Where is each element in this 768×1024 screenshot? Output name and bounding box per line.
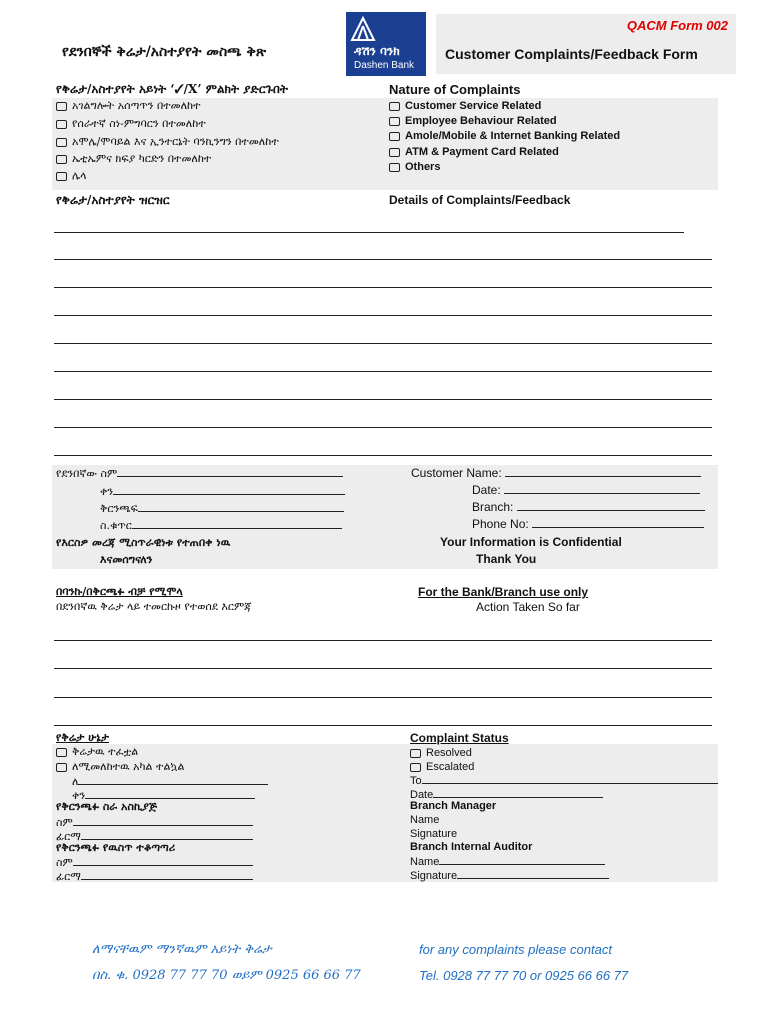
status-date-am[interactable]: ቀን xyxy=(72,788,255,803)
phone-en[interactable]: Phone No: xyxy=(472,517,704,531)
details-line[interactable] xyxy=(54,259,712,260)
phone-en-field[interactable] xyxy=(532,517,704,528)
phone-am[interactable]: ስ.ቁጥር xyxy=(100,518,342,533)
action-line[interactable] xyxy=(54,697,712,698)
customer-name-en[interactable]: Customer Name: xyxy=(411,466,701,480)
checkbox-icon[interactable] xyxy=(389,132,400,141)
manager-sign-en: Signature xyxy=(410,828,458,840)
status-date-en[interactable]: Date xyxy=(410,787,603,802)
logo-text-amharic: ዳሽን ባንክ xyxy=(354,44,400,58)
status-heading-am: የቅሬታ ሁኔታ xyxy=(56,731,109,744)
details-line[interactable] xyxy=(54,315,712,316)
form-title-amharic: የደንበኞች ቅሬታ/አስተያየት መስጫ ቅጽ xyxy=(62,44,267,60)
date-am[interactable]: ቀን xyxy=(100,484,345,499)
footer-contact-am: ለማናቸዉም ማንኛዉም አይነት ቅሬታ xyxy=(92,942,272,957)
nature-option-am-1[interactable]: አገልግሎት አሰጣጥን በተመለከተ xyxy=(56,99,201,113)
phone-am-field[interactable] xyxy=(132,518,342,529)
customer-name-en-field[interactable] xyxy=(505,466,701,477)
checkbox-icon[interactable] xyxy=(56,155,67,164)
footer-phones-en: Tel. 0928 77 77 70 or 0925 66 66 77 xyxy=(419,968,629,983)
checkbox-icon[interactable] xyxy=(410,763,421,772)
manager-sign-am-field[interactable] xyxy=(81,829,253,840)
internal-auditor-am: የቅርንጫፉ የዉስጥ ተቆጣጣሪ xyxy=(56,841,176,854)
branch-manager-am: የቅርንጫፉ ስራ አስኪያጅ xyxy=(56,800,158,813)
nature-option-en-4[interactable]: ATM & Payment Card Related xyxy=(389,145,559,159)
action-line[interactable] xyxy=(54,668,712,669)
logo-text-english: Dashen Bank xyxy=(354,60,415,71)
checkbox-icon[interactable] xyxy=(56,138,67,147)
auditor-name-am[interactable]: ስም xyxy=(56,855,253,870)
action-line[interactable] xyxy=(54,640,712,641)
checkbox-icon[interactable] xyxy=(410,749,421,758)
manager-name-am-field[interactable] xyxy=(73,815,253,826)
details-line[interactable] xyxy=(54,343,712,344)
internal-auditor-en: Branch Internal Auditor xyxy=(410,841,533,853)
footer-phones-am: በስ. ቁ. 0928 77 77 70 ወይም 0925 66 66 77 xyxy=(92,968,361,983)
manager-name-am[interactable]: ስም xyxy=(56,815,253,830)
checkbox-icon[interactable] xyxy=(56,748,67,757)
action-line[interactable] xyxy=(54,725,712,726)
dashen-bank-logo xyxy=(346,12,426,76)
branch-manager-en: Branch Manager xyxy=(410,800,497,812)
status-escalated-en[interactable]: Escalated xyxy=(410,760,474,774)
nature-option-en-2[interactable]: Employee Behaviour Related xyxy=(389,114,557,128)
checkbox-icon[interactable] xyxy=(389,117,400,126)
checkbox-icon[interactable] xyxy=(389,148,400,157)
status-date-en-field[interactable] xyxy=(433,787,603,798)
status-to-en[interactable]: To xyxy=(410,773,718,788)
status-resolved-am[interactable]: ቅሬታዉ ተፈቷል xyxy=(56,745,138,759)
confidential-note-am-2: እናመሰግናለን xyxy=(100,553,153,566)
checkbox-icon[interactable] xyxy=(56,102,67,111)
details-line[interactable] xyxy=(54,232,684,233)
status-to-am[interactable]: ለ xyxy=(72,774,268,789)
footer-contact-en: for any complaints please contact xyxy=(419,942,612,957)
status-resolved-en[interactable]: Resolved xyxy=(410,746,472,760)
details-line[interactable] xyxy=(54,427,712,428)
auditor-sign-am-field[interactable] xyxy=(81,869,253,880)
details-heading-amharic: የቅሬታ/አስተያየት ዝርዝር xyxy=(56,193,170,207)
confidential-note-en-1: Your Information is Confidential xyxy=(440,535,622,549)
nature-option-am-3[interactable]: አሞሌ/ሞባይል እና ኢንተርኔት ባንኪንግን በተመለከተ xyxy=(56,135,279,149)
auditor-sign-am[interactable]: ፊርማ xyxy=(56,869,253,884)
nature-option-en-5[interactable]: Others xyxy=(389,160,440,174)
checkbox-icon[interactable] xyxy=(56,763,67,772)
status-to-en-field[interactable] xyxy=(422,773,718,784)
confidential-note-am-1: የእርስዎ መረጃ ሚስጥራዊነቱ የተጠበቀ ነዉ xyxy=(56,536,231,549)
auditor-sign-en-field[interactable] xyxy=(457,868,609,879)
checkbox-icon[interactable] xyxy=(389,102,400,111)
manager-sign-am[interactable]: ፊርማ xyxy=(56,829,253,844)
details-line[interactable] xyxy=(54,287,712,288)
branch-en[interactable]: Branch: xyxy=(472,500,705,514)
details-heading-english: Details of Complaints/Feedback xyxy=(389,193,571,207)
branch-am-field[interactable] xyxy=(138,501,344,512)
branch-am[interactable]: ቅርንጫፍ xyxy=(100,501,344,516)
date-en[interactable]: Date: xyxy=(472,483,700,497)
branch-en-field[interactable] xyxy=(517,500,705,511)
details-line[interactable] xyxy=(54,371,712,372)
nature-option-am-2[interactable]: የሰራተኛ ስነ-ምግባርን በተመለከተ xyxy=(56,117,206,131)
auditor-name-en-field[interactable] xyxy=(439,854,605,865)
nature-option-en-3[interactable]: Amole/Mobile & Internet Banking Related xyxy=(389,129,620,143)
status-to-am-field[interactable] xyxy=(78,774,268,785)
checkbox-icon[interactable] xyxy=(56,120,67,129)
form-title-english: Customer Complaints/Feedback Form xyxy=(445,46,698,62)
nature-heading-english: Nature of Complaints xyxy=(389,82,521,97)
status-date-am-field[interactable] xyxy=(85,788,255,799)
nature-heading-amharic: የቅሬታ/አስተያየት አይነት ‘✓/X’ ምልክት ያድርጉበት xyxy=(56,82,288,96)
auditor-name-en[interactable]: Name xyxy=(410,854,605,869)
nature-option-am-5[interactable]: ሌላ xyxy=(56,169,87,183)
auditor-name-am-field[interactable] xyxy=(73,855,253,866)
customer-name-am[interactable]: የደንበኛው ስም xyxy=(56,466,343,481)
nature-option-am-4[interactable]: ኤቲኤምና ክፍያ ካርድን በተመለከተ xyxy=(56,152,211,166)
checkbox-icon[interactable] xyxy=(56,172,67,181)
bank-use-heading-en: For the Bank/Branch use only xyxy=(418,585,589,599)
customer-name-am-field[interactable] xyxy=(117,466,343,477)
manager-name-en: Name xyxy=(410,814,440,826)
form-code: QACM Form 002 xyxy=(626,18,728,33)
auditor-sign-en[interactable]: Signature xyxy=(410,868,609,883)
details-line[interactable] xyxy=(54,455,712,456)
bank-use-heading-am: በባንኩ/በቅርጫፉ ብቻ የሚሞላ xyxy=(56,585,183,598)
status-heading-en: Complaint Status xyxy=(410,731,509,745)
confidential-note-en-2: Thank You xyxy=(476,552,537,566)
date-en-field[interactable] xyxy=(504,483,700,494)
nature-option-en-1[interactable]: Customer Service Related xyxy=(389,99,541,113)
checkbox-icon[interactable] xyxy=(389,163,400,172)
action-taken-en: Action Taken So far xyxy=(476,600,580,614)
date-am-field[interactable] xyxy=(113,484,345,495)
details-line[interactable] xyxy=(54,399,712,400)
action-taken-am: በደንበኛዉ ቅሬታ ላይ ተመርኩዞ የተወሰደ እርምጃ xyxy=(56,600,252,613)
status-escalated-am[interactable]: ለሚመለከተዉ አካል ተልኳል xyxy=(56,760,184,774)
